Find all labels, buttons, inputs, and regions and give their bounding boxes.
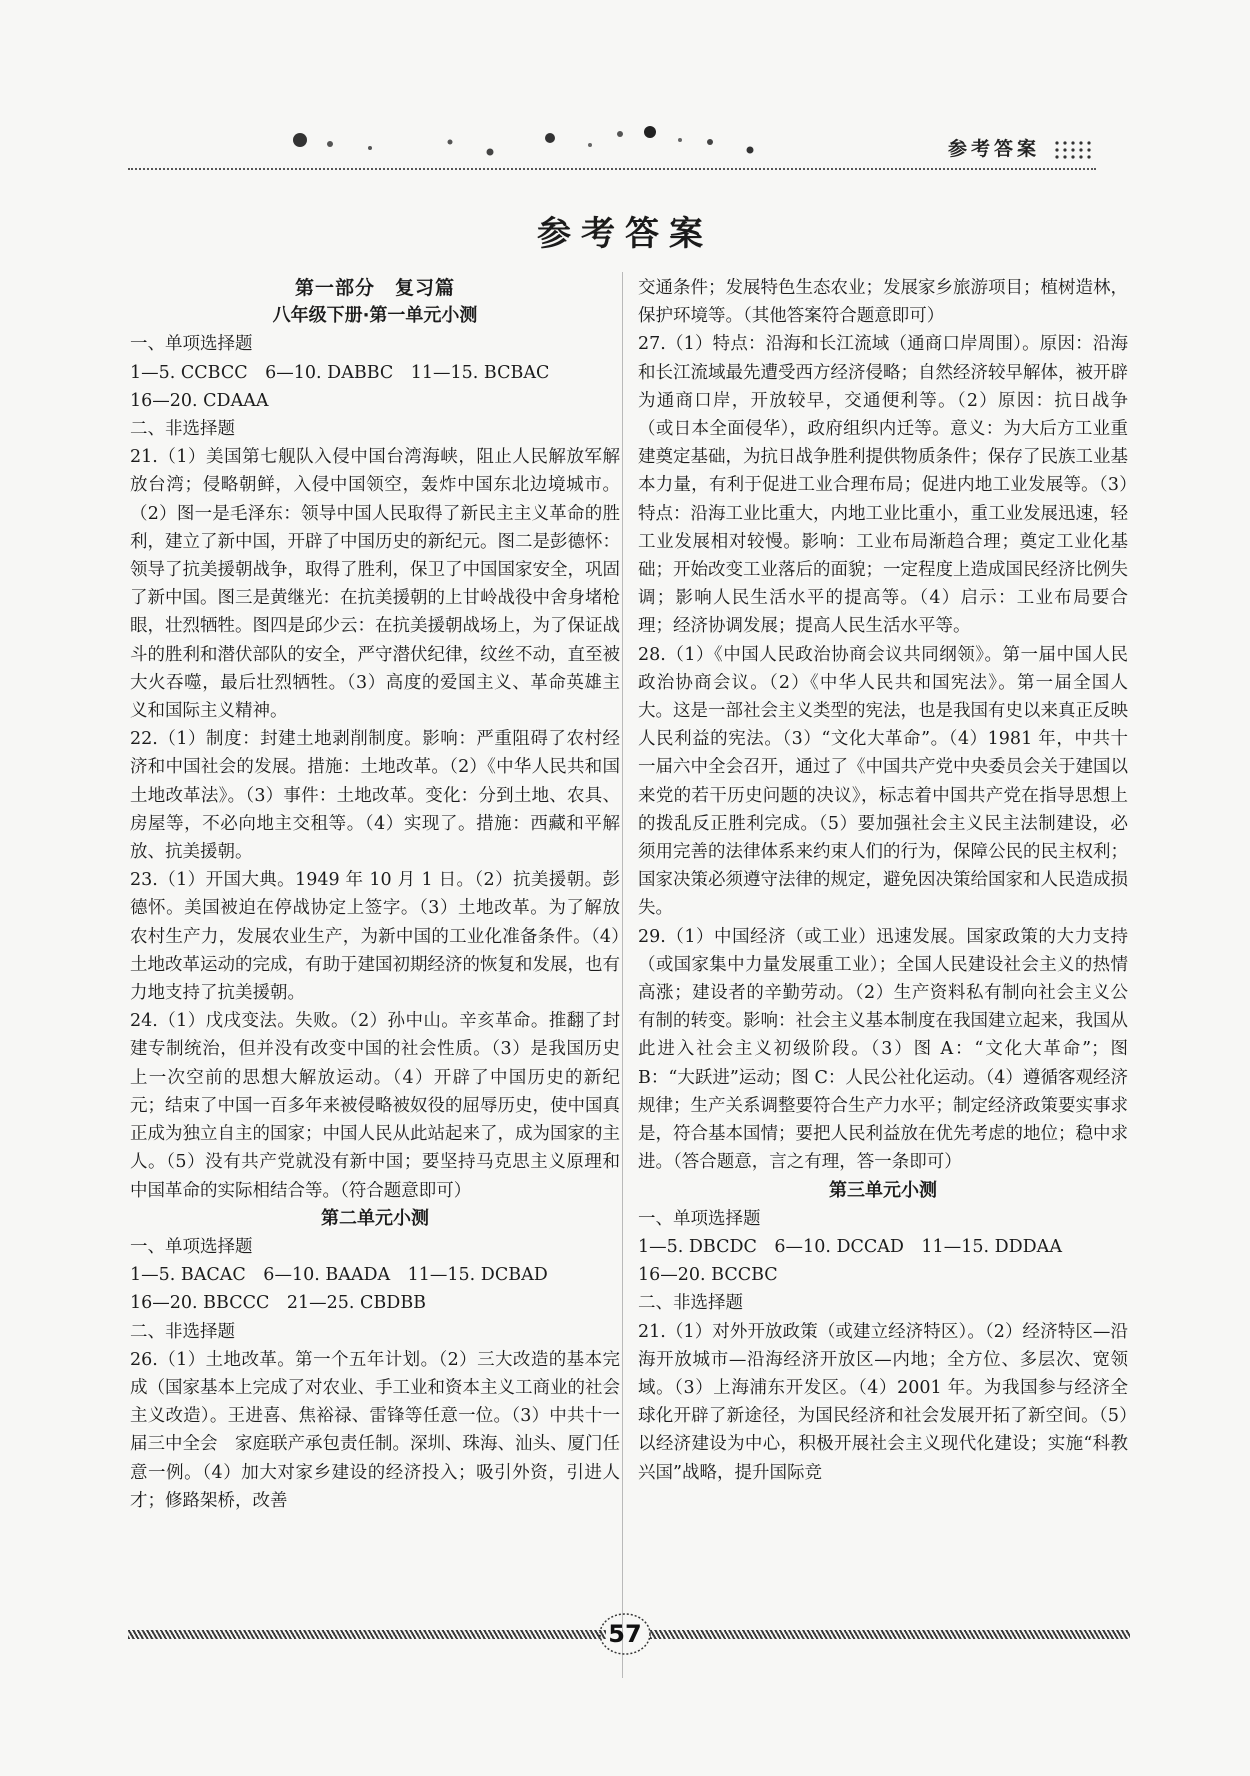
column-divider (622, 272, 623, 1678)
answer-paragraph: 27.（1）特点：沿海和长江流域（通商口岸周围）。原因：沿海和长江流域最先遭受西方经济侵略；自然经济较早解体，被开辟为通商口岸，开放较早，交通便利等。（2）原因：抗日战争（或日本全面侵华），政府组织内迁等。意义：为大后方工业重建奠定基础，为抗日战争胜利提供物质条件；保存了民族工业基本力量，有利于促进工业合理布局；促进内地工业发展等。（3）特点：沿海工业比重大，内地工业比重小，重工业发展迅速，轻工业发展相对较慢。影响：工业布局渐趋合理；奠定工业化基础；开始改变工业落后的面貌；一定程度上造成国民经济比例失调；影响人民生活水平的提高等。（4）启示：工业布局要合理；经济协调发展；提高人民生活水平等。 (638, 334, 1128, 637)
answer-paragraph: 28.（1）《中国人民政治协商会议共同纲领》。第一届中国人民政治协商会议。（2）《中华人民共和国宪法》。第一届全国人大。这是一部社会主义类型的宪法，也是我国有史以来真正反映人民利益的宪法。（3）“文化大革命”。（4）1981 年，中共十一届六中全会召开，通过了《中国共产党中央委员会关于建国以来党的若干历史问题的决议》，标志着中国共产党在指导思想上的拨乱反正胜利完成。（5）要加强社会主义民主法制建设，必须用完善的法律体系来约束人们的行为，保障公民的民主权利；国家决策必须遵守法律的规定，避免因决策给国家和人民造成损失。 (638, 644, 1128, 919)
header-label: 参考答案 (948, 138, 1041, 160)
answer-line: 一、单项选择题 (130, 1236, 253, 1257)
answer-line: 1—5. BACAC 6—10. BAADA 11—15. DCBAD (130, 1265, 548, 1286)
answer-paragraph: 26.（1）土地改革。第一个五年计划。（2）三大改造的基本完成（国家基本上完成了对农业、手工业和资本主义工商业的社会主义改造）。王进喜、焦裕禄、雷锋等任意一位。（3）中共十一届三中全会 家庭联产承包责任制。深圳、珠海、汕头、厦门任意一例。（4）加大对家乡建设的经济投入；吸引外资，引进人才；修路架桥，改善 (130, 1349, 620, 1511)
answer-line: 1—5. DBCDC 6—10. DCCAD 11—15. DDDAA (638, 1236, 1062, 1257)
section-heading: 八年级下册·第一单元小测 (272, 305, 478, 327)
header-decoration-dots (120, 120, 920, 180)
header-rule (128, 168, 1096, 170)
answer-line: 16—20. BBCCC 21—25. CBDBB (130, 1293, 427, 1314)
page-number: 57 (608, 1620, 642, 1648)
answer-paragraph: 29.（1）中国经济（或工业）迅速发展。国家政策的大力支持（或国家集中力量发展重工业）；全国人民建设社会主义的热情高涨；建设者的辛勤劳动。（2）生产资料私有制向社会主义公有制的转变。影响：社会主义基本制度在我国建立起来，我国从此进入社会主义初级阶段。（3）图 A：“文化大革命”；图 B：“大跃进”运动；图 C：人民公社化运动。（4）遵循客观经济规律；生产关系调整要符合生产力水平；制定经济政策要实事求是，符合基本国情；要把人民利益放在优先考虑的地位；稳中求进。（答合题意，言之有理，答一条即可） (638, 926, 1128, 1173)
section-heading: 第三单元小测 (829, 1179, 937, 1201)
footer-bar-left (128, 1630, 606, 1639)
footer-bar-right (650, 1630, 1130, 1639)
answer-line: 二、非选择题 (130, 1321, 235, 1342)
answer-line: 一、单项选择题 (638, 1208, 761, 1229)
answer-line: 二、非选择题 (638, 1293, 743, 1314)
header-grid-icon (1054, 140, 1096, 160)
answer-paragraph: 交通条件；发展特色生态农业；发展家乡旅游项目；植树造林，保护环境等。（其他答案符合题意即可） (638, 278, 1128, 327)
answer-paragraph: 21.（1）美国第七舰队入侵中国台湾海峡，阻止人民解放军解放台湾；侵略朝鲜，入侵中国领空，轰炸中国东北边境城市。（2）图一是毛泽东：领导中国人民取得了新民主主义革命的胜利，建立了新中国，开辟了中国历史的新纪元。图二是彭德怀：领导了抗美援朝战争，取得了胜利，保卫了中国国家安全，巩固了新中国。图三是黄继光：在抗美援朝的上甘岭战役中舍身堵枪眼，壮烈牺牲。图四是邱少云：在抗美援朝战场上，为了保证战斗的胜利和潜伏部队的安全，严守潜伏纪律，纹丝不动，直至被大火吞噬，最后壮烈牺牲。（3）高度的爱国主义、革命英雄主义和国际主义精神。 (130, 447, 620, 722)
answer-paragraph: 24.（1）戊戌变法。失败。（2）孙中山。辛亥革命。推翻了封建专制统治，但并没有改变中国的社会性质。（3）是我国历史上一次空前的思想大解放运动。（4）开辟了中国历史的新纪元；结束了中国一百多年来被侵略被奴役的屈辱历史，使中国真正成为独立自主的国家；中国人民从此站起来了，成为国家的主人。（5）没有共产党就没有新中国；要坚持马克思主义原理和中国革命的实际相结合等。（符合题意即可） (130, 1011, 620, 1201)
answer-line: 16—20. CDAAA (130, 390, 269, 411)
answer-line: 二、非选择题 (130, 419, 235, 440)
answer-line: 16—20. BCCBC (638, 1265, 778, 1286)
answer-paragraph: 23.（1）开国大典。1949 年 10 月 1 日。（2）抗美援朝。彭德怀。美国被迫在停战协定上签字。（3）土地改革。为了解放农村生产力，发展农业生产，为新中国的工业化准备条件。（4）土地改革运动的完成，有助于建国初期经济的恢复和发展，也有力地支持了抗美援朝。 (130, 870, 620, 1004)
answer-paragraph: 21.（1）对外开放政策（或建立经济特区）。（2）经济特区—沿海开放城市—沿海经济开放区—内地；全方位、多层次、宽领域。（3）上海浦东开发区。（4）2001 年。为我国参与经济全球化开辟了新途径，为国民经济和社会发展开拓了新空间。（5）以经济建设为中心，积极开展社会主义现代化建设；实施“科教兴国”战略，提升国际竞 (638, 1321, 1128, 1483)
part-heading: 第一部分 复习篇 (294, 277, 455, 299)
right-column (638, 274, 1128, 1487)
page-title: 参考答案 (537, 214, 713, 254)
answer-line: 1—5. CCBCC 6—10. DABBC 11—15. BCBAC (130, 362, 550, 383)
answer-line: 一、单项选择题 (130, 334, 253, 355)
answer-paragraph: 22.（1）制度：封建土地剥削制度。影响：严重阻碍了农村经济和中国社会的发展。措施：土地改革。（2）《中华人民共和国土地改革法》。（3）事件：土地改革。变化：分到土地、农具、房屋等，不必向地主交租等。（4）实现了。措施：西藏和平解放、抗美援朝。 (130, 729, 620, 863)
section-heading: 第二单元小测 (321, 1207, 429, 1229)
left-column (130, 274, 620, 1515)
